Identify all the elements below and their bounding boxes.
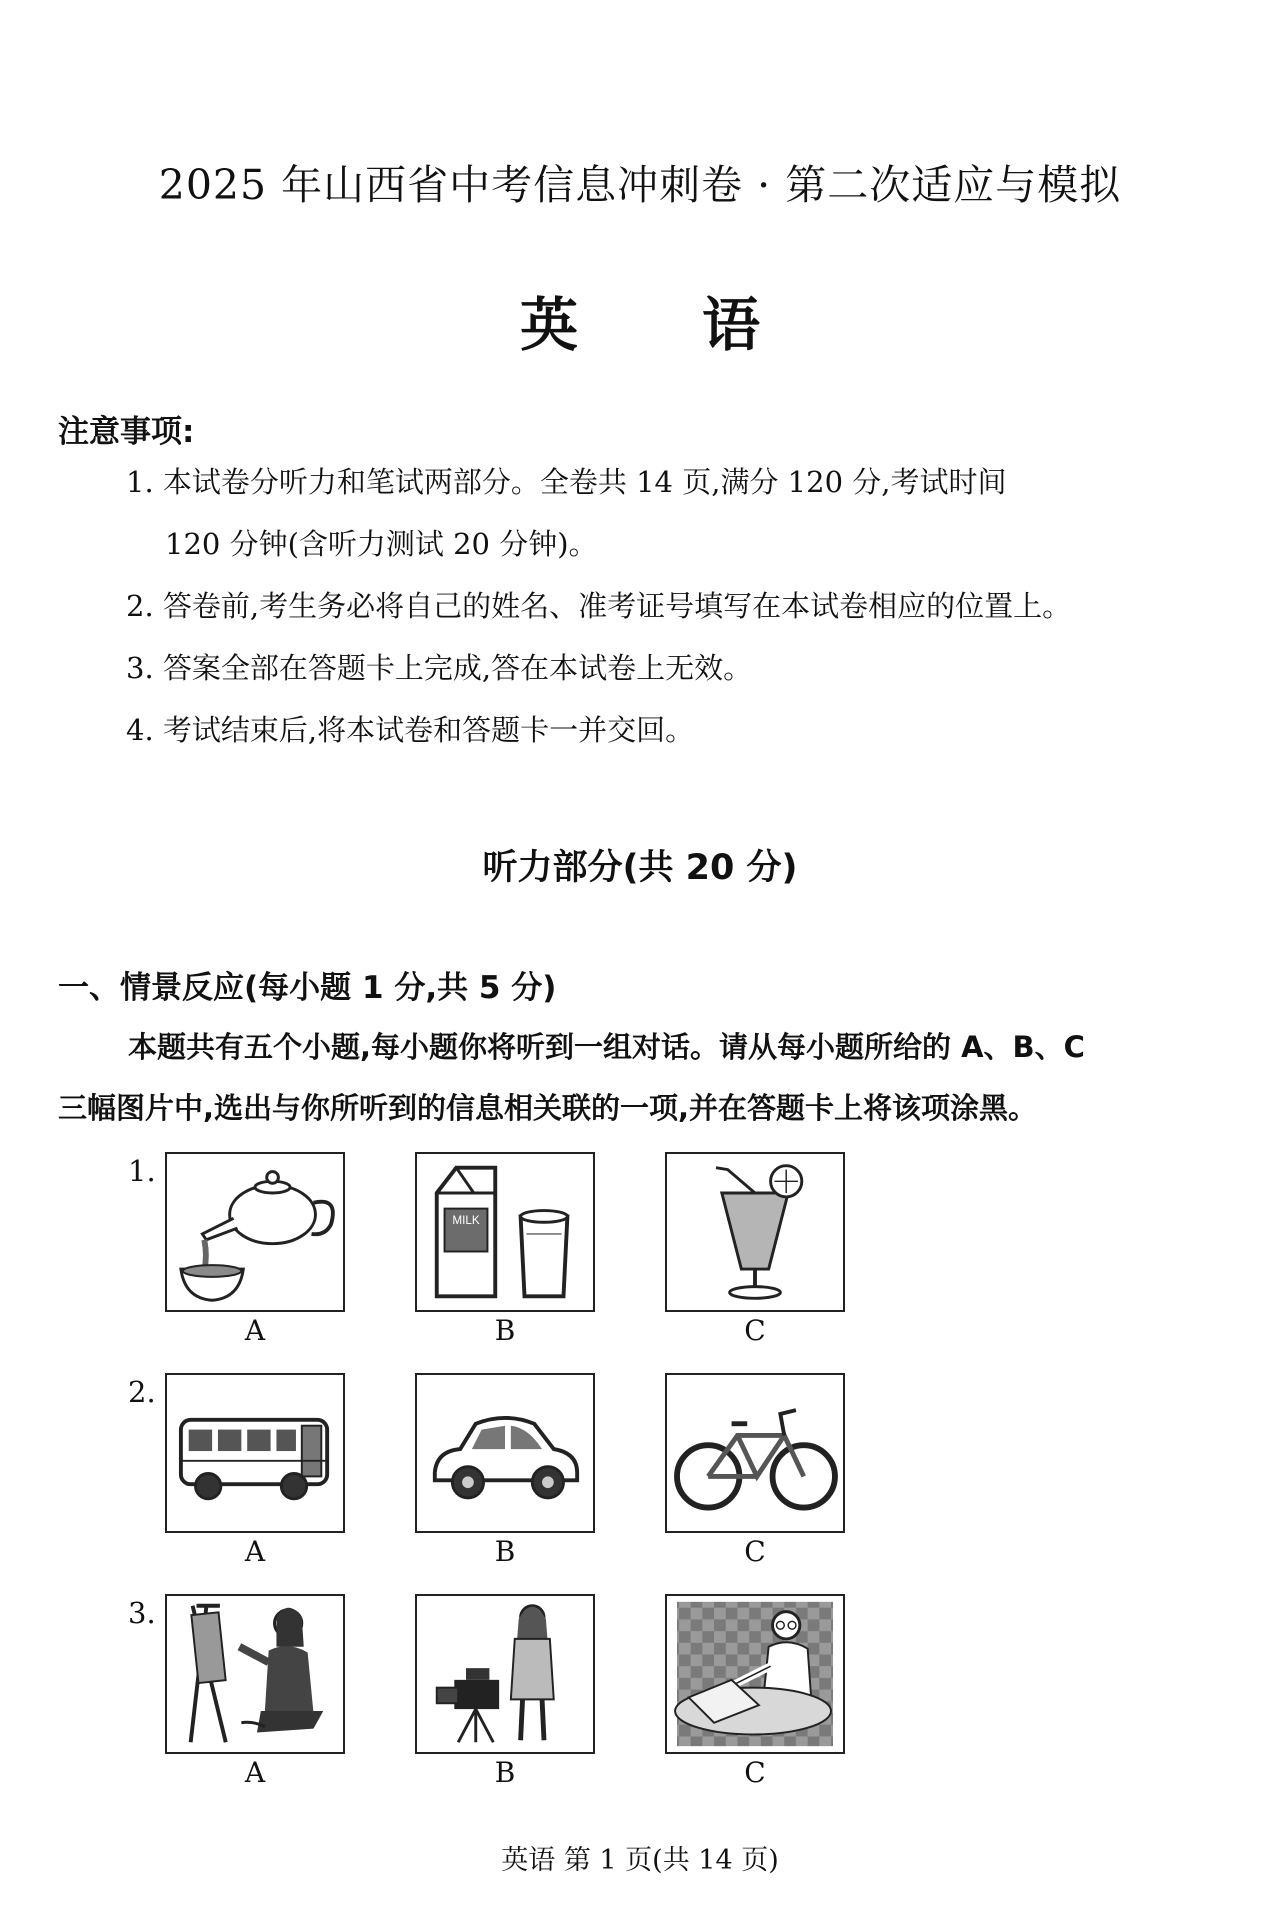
notice-item-1: 1. 本试卷分听力和笔试两部分。全卷共 14 页,满分 120 分,考试时间 bbox=[126, 465, 1007, 499]
milk-carton-and-glass-icon bbox=[417, 1154, 593, 1310]
page-footer: 英语 第 1 页(共 14 页) bbox=[501, 1845, 779, 1876]
bicycle-icon bbox=[667, 1375, 843, 1531]
notice-heading: 注意事项: bbox=[58, 414, 195, 450]
q1-option-a-label: A bbox=[244, 1314, 266, 1347]
writer-at-desk-icon bbox=[667, 1596, 843, 1752]
subject-title bbox=[0, 278, 1280, 362]
notice-item-4: 4. 考试结束后,将本试卷和答题卡一并交回。 bbox=[126, 713, 695, 747]
q2-option-c-label: C bbox=[744, 1535, 766, 1568]
q1-option-c-picture[interactable] bbox=[665, 1152, 845, 1312]
question-number-3: 3. bbox=[128, 1596, 156, 1630]
q3-option-b-label: B bbox=[494, 1756, 516, 1789]
question-number-2: 2. bbox=[128, 1375, 156, 1409]
q1-option-a-picture[interactable] bbox=[165, 1152, 345, 1312]
q3-option-c-label: C bbox=[744, 1756, 766, 1789]
section1-heading: 一、情景反应(每小题 1 分,共 5 分) bbox=[58, 970, 557, 1006]
painter-at-easel-icon bbox=[167, 1596, 343, 1752]
subject-char-1: 英 bbox=[519, 291, 578, 359]
exam-title: 2025 年山西省中考信息冲刺卷 · 第二次适应与模拟 bbox=[158, 161, 1122, 209]
subject-char-2: 语 bbox=[702, 291, 761, 359]
section1-instruction-line1: 本题共有五个小题,每小题你将听到一组对话。请从每小题所给的 A、B、C bbox=[128, 1030, 1085, 1064]
q3-option-a-picture[interactable] bbox=[165, 1594, 345, 1754]
svg-text:MILK: MILK bbox=[452, 1214, 480, 1228]
q3-option-a-label: A bbox=[244, 1756, 266, 1789]
q2-option-c-picture[interactable] bbox=[665, 1373, 845, 1533]
listening-section-heading: 听力部分(共 20 分) bbox=[482, 848, 798, 888]
q2-option-a-label: A bbox=[244, 1535, 266, 1568]
bus-icon bbox=[167, 1375, 343, 1531]
q3-option-b-picture[interactable] bbox=[415, 1594, 595, 1754]
q1-option-c-label: C bbox=[744, 1314, 766, 1347]
teapot-pouring-tea-icon bbox=[167, 1154, 343, 1310]
car-icon bbox=[417, 1375, 593, 1531]
question-number-1: 1. bbox=[128, 1154, 156, 1188]
notice-item-2: 2. 答卷前,考生务必将自己的姓名、准考证号填写在本试卷相应的位置上。 bbox=[126, 589, 1072, 623]
juice-glass-with-orange-icon bbox=[667, 1154, 843, 1310]
q3-option-c-picture[interactable] bbox=[665, 1594, 845, 1754]
q1-option-b-picture[interactable] bbox=[415, 1152, 595, 1312]
section1-instruction-line2: 三幅图片中,选出与你所听到的信息相关联的一项,并在答题卡上将该项涂黑。 bbox=[58, 1091, 1038, 1125]
notice-item-1-cont: 120 分钟(含听力测试 20 分钟)。 bbox=[165, 527, 598, 561]
q2-option-a-picture[interactable] bbox=[165, 1373, 345, 1533]
notice-item-3: 3. 答案全部在答题卡上完成,答在本试卷上无效。 bbox=[126, 651, 753, 685]
reporter-with-video-camera-icon bbox=[417, 1596, 593, 1752]
q2-option-b-picture[interactable] bbox=[415, 1373, 595, 1533]
q1-option-b-label: B bbox=[494, 1314, 516, 1347]
q2-option-b-label: B bbox=[494, 1535, 516, 1568]
